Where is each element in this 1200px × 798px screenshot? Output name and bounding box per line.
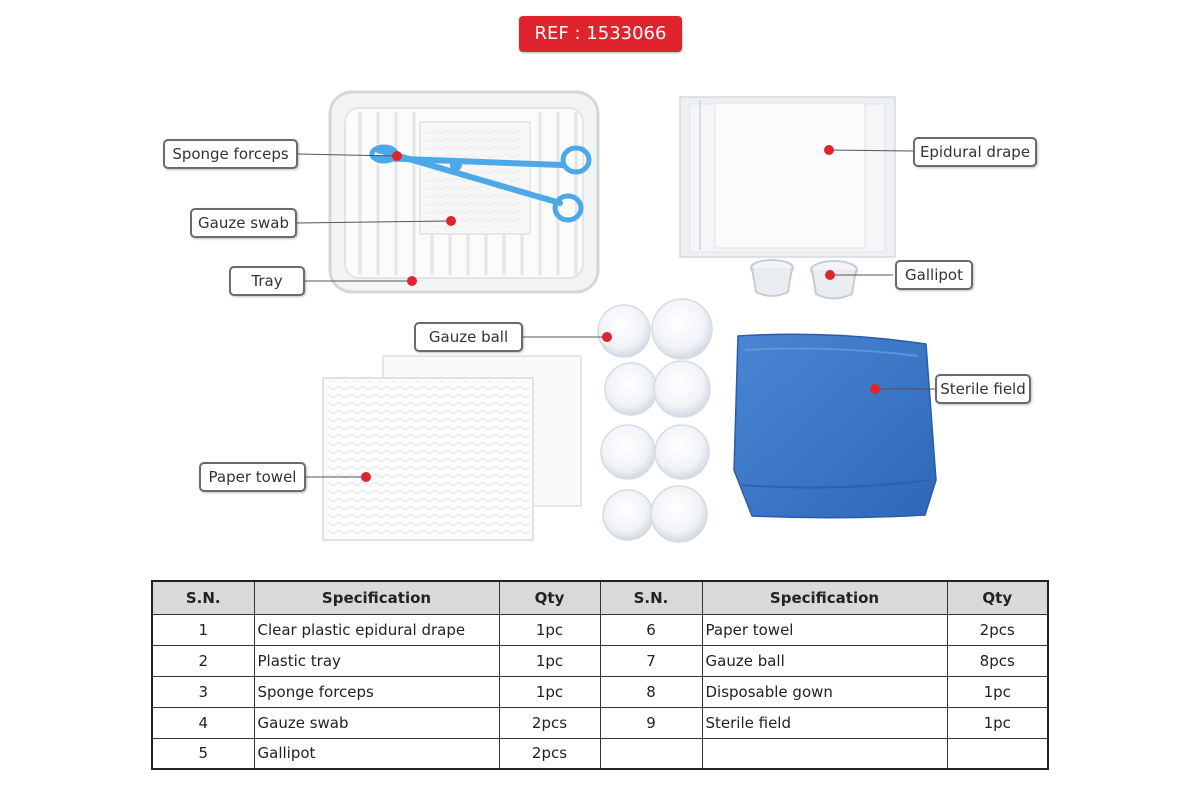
cell-specification: Clear plastic epidural drape bbox=[254, 614, 499, 645]
header-sn-left: S.N. bbox=[152, 581, 254, 614]
cell-sn: 8 bbox=[600, 676, 702, 707]
callout-sterile-field: Sterile field bbox=[935, 374, 1031, 404]
cell-sn: 5 bbox=[152, 738, 254, 769]
cell-qty bbox=[947, 738, 1048, 769]
cell-sn bbox=[600, 738, 702, 769]
callout-gallipot: Gallipot bbox=[895, 260, 973, 290]
cell-sn: 9 bbox=[600, 707, 702, 738]
cell-qty: 1pc bbox=[947, 676, 1048, 707]
specification-table bbox=[151, 580, 1049, 770]
table-row bbox=[152, 707, 1048, 738]
callout-gauze-swab: Gauze swab bbox=[190, 208, 297, 238]
cell-specification: Gauze swab bbox=[254, 707, 499, 738]
cell-specification bbox=[702, 738, 947, 769]
table-header-row bbox=[152, 581, 1048, 614]
cell-sn: 1 bbox=[152, 614, 254, 645]
cell-sn: 7 bbox=[600, 645, 702, 676]
header-specification-left: Specification bbox=[254, 581, 499, 614]
gauze-balls bbox=[598, 299, 712, 542]
callout-gauze-ball: Gauze ball bbox=[414, 322, 523, 352]
cell-sn: 4 bbox=[152, 707, 254, 738]
cell-specification: Plastic tray bbox=[254, 645, 499, 676]
cell-qty: 8pcs bbox=[947, 645, 1048, 676]
cell-qty: 1pc bbox=[499, 676, 600, 707]
ref-badge: REF : 1533066 bbox=[519, 16, 682, 52]
table-row bbox=[152, 645, 1048, 676]
gallipot-left bbox=[751, 260, 793, 296]
table-row bbox=[152, 738, 1048, 769]
callout-sponge-forceps: Sponge forceps bbox=[163, 139, 298, 169]
cell-specification: Sponge forceps bbox=[254, 676, 499, 707]
table-row bbox=[152, 676, 1048, 707]
cell-qty: 1pc bbox=[947, 707, 1048, 738]
cell-specification: Gauze ball bbox=[702, 645, 947, 676]
cell-specification: Gallipot bbox=[254, 738, 499, 769]
gallipot-right bbox=[811, 261, 857, 299]
cell-sn: 3 bbox=[152, 676, 254, 707]
table-row bbox=[152, 614, 1048, 645]
header-qty-left: Qty bbox=[499, 581, 600, 614]
epidural-drape bbox=[680, 97, 895, 257]
callout-epidural-drape: Epidural drape bbox=[913, 137, 1037, 167]
cell-specification: Sterile field bbox=[702, 707, 947, 738]
cell-specification: Paper towel bbox=[702, 614, 947, 645]
cell-qty: 2pcs bbox=[947, 614, 1048, 645]
cell-qty: 2pcs bbox=[499, 707, 600, 738]
paper-towel bbox=[323, 356, 581, 540]
cell-sn: 2 bbox=[152, 645, 254, 676]
cell-qty: 1pc bbox=[499, 614, 600, 645]
callout-tray: Tray bbox=[229, 266, 305, 296]
cell-qty: 1pc bbox=[499, 645, 600, 676]
header-sn-right: S.N. bbox=[600, 581, 702, 614]
cell-sn: 6 bbox=[600, 614, 702, 645]
header-qty-right: Qty bbox=[947, 581, 1048, 614]
cell-qty: 2pcs bbox=[499, 738, 600, 769]
callout-paper-towel: Paper towel bbox=[199, 462, 306, 492]
header-specification-right: Specification bbox=[702, 581, 947, 614]
sterile-field bbox=[734, 334, 936, 518]
cell-specification: Disposable gown bbox=[702, 676, 947, 707]
